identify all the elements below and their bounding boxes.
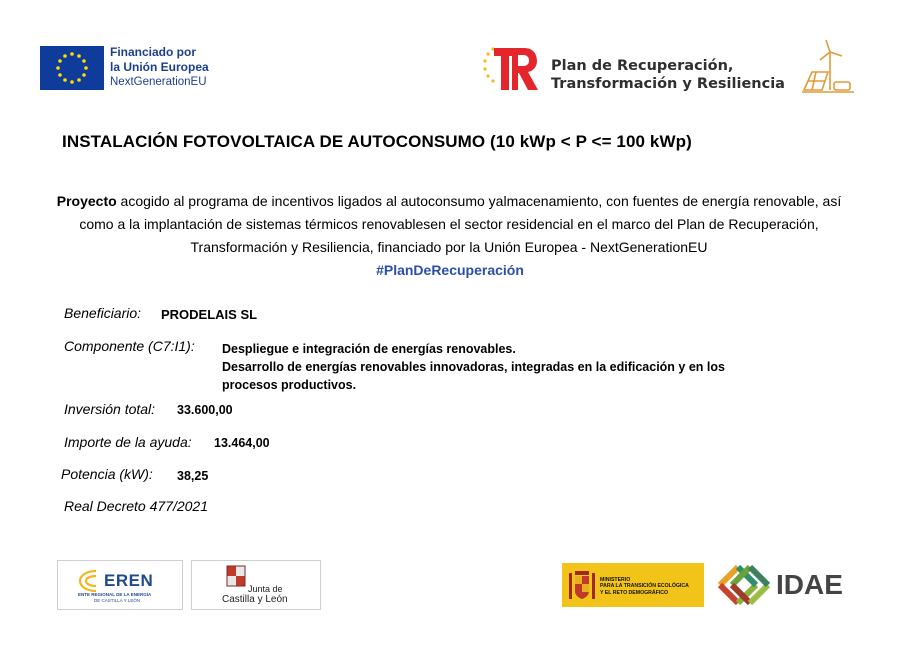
componente-line2: Desarrollo de energías renovables innovadoras, integradas en la edificación y en los [222, 360, 725, 374]
eu-line2: la Unión Europea [110, 60, 209, 74]
eu-flag-icon [40, 46, 104, 90]
potencia-label: Potencia (kW): [61, 466, 153, 482]
ministerio-line2: PARA LA TRANSICIÓN ECOLÓGICA [600, 583, 689, 590]
prtr-text [551, 57, 785, 93]
eren-sub1: ENTE REGIONAL DE LA ENERGÍA [78, 592, 152, 597]
eu-line1: Financiado por [110, 45, 197, 59]
idae-logo-icon [716, 563, 772, 607]
inversion-label: Inversión total: [64, 401, 156, 417]
componente-label: Componente (C7:I1): [64, 338, 195, 354]
eren-name: EREN [104, 571, 154, 590]
hashtag: #PlanDeRecuperación [376, 262, 524, 278]
wind-solar-icon [800, 38, 856, 96]
page-title: INSTALACIÓN FOTOVOLTAICA DE AUTOCONSUMO (10 kWp < P <= 100 kWp) [62, 132, 692, 151]
project-text: acogido al programa de incentivos ligados al autoconsumo yalmacenamiento, con fuentes de energía renovable, así como a la implantación de sistemas térmicos renovablesen el sector residencial en el marco del Plan de Recuperación, Transformación y Resiliencia, financiado por la Unión Europea - NextGenerationEU [79, 193, 842, 255]
beneficiario-label: Beneficiario: [64, 305, 142, 321]
prtr-line1: Plan de Recuperación, [551, 58, 734, 74]
eu-funding-text [110, 45, 209, 90]
beneficiario-value: PRODELAIS SL [161, 307, 258, 322]
jcyl-line1: Junta de [248, 584, 283, 594]
project-description [40, 190, 858, 259]
prtr-tr-logo-icon [482, 44, 540, 92]
inversion-value: 33.600,00 [177, 403, 233, 417]
eren-logo-icon [76, 567, 102, 595]
importe-label: Importe de la ayuda: [64, 434, 192, 450]
prtr-line2: Transformación y Resiliencia [551, 76, 785, 92]
eren-sub2: DE CASTILLA Y LEÓN [94, 598, 141, 603]
idae-name: IDAE [776, 569, 843, 600]
ministerio-text [600, 577, 689, 596]
spain-coat-of-arms-icon [567, 567, 597, 603]
componente-value [222, 340, 725, 394]
componente-line1: Despliegue e integración de energías renovables. [222, 342, 516, 356]
ministerio-line1: MINISTERIO [600, 577, 631, 583]
potencia-value: 38,25 [177, 469, 209, 483]
componente-line3: procesos productivos. [222, 378, 357, 392]
ministerio-line3: Y EL RETO DEMOGRÁFICO [600, 589, 669, 596]
idae-logo [716, 563, 861, 607]
project-lead: Proyecto [56, 193, 117, 209]
eu-line3: NextGenerationEU [110, 76, 207, 88]
eren-logo [57, 560, 183, 610]
ministerio-logo [562, 563, 704, 607]
jcyl-line2: Castilla y León [222, 594, 288, 605]
jcyl-logo [191, 560, 321, 610]
importe-value: 13.464,00 [214, 436, 270, 450]
real-decreto: Real Decreto 477/2021 [64, 498, 208, 514]
jcyl-shield-icon [226, 565, 246, 589]
